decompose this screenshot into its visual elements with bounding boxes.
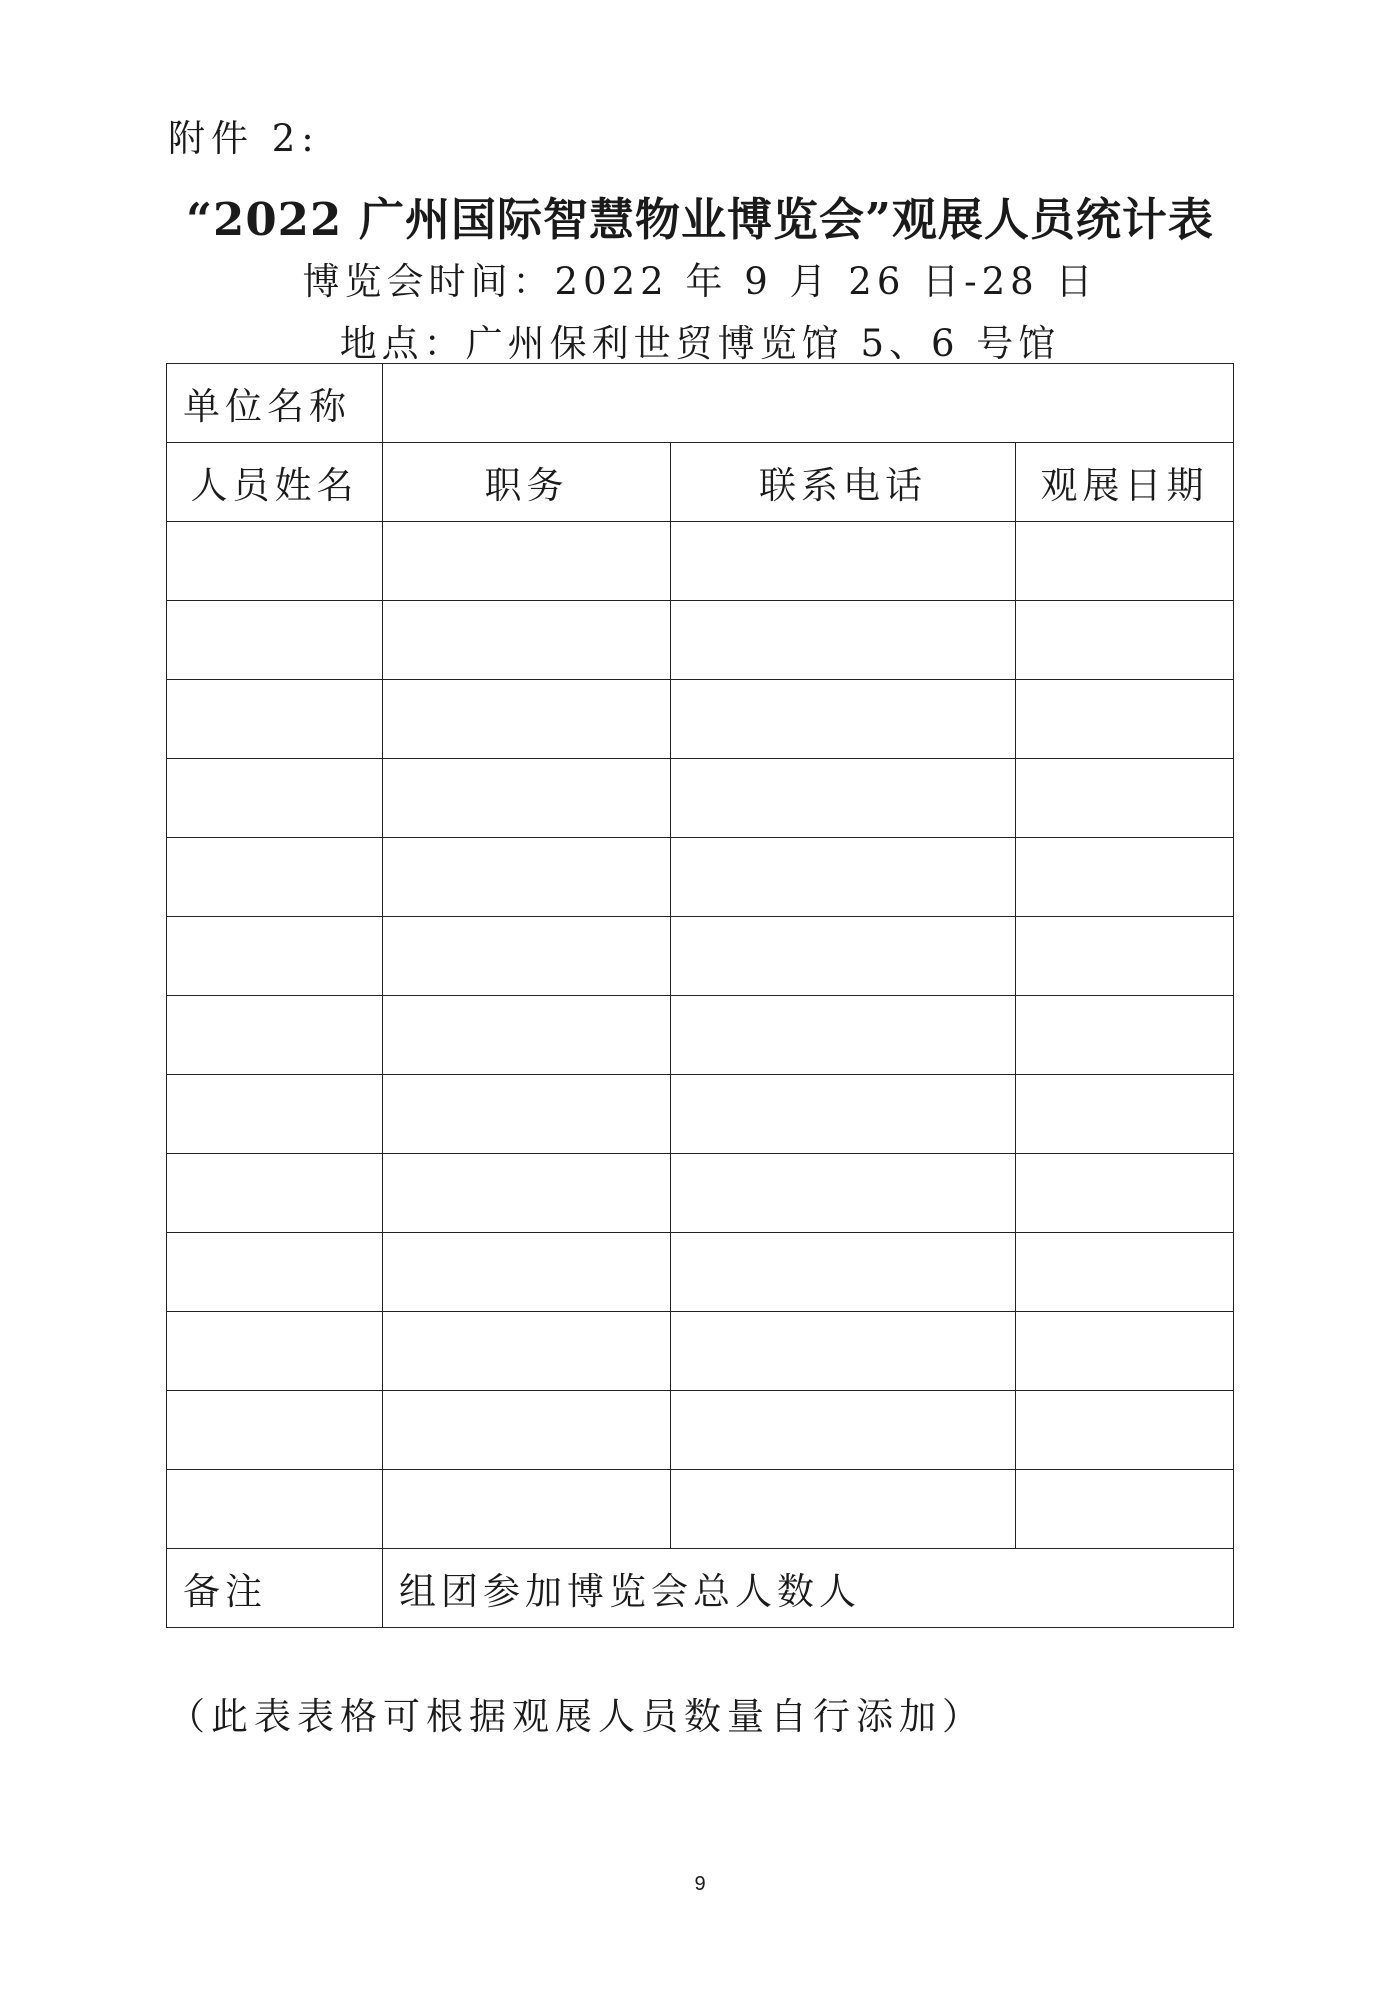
visit-date-cell[interactable] [1016, 1312, 1234, 1391]
attendee-row [167, 996, 1234, 1075]
visit-date-cell[interactable] [1016, 1470, 1234, 1549]
name-cell[interactable] [167, 680, 383, 759]
phone-cell[interactable] [671, 1154, 1016, 1233]
position-cell[interactable] [383, 838, 671, 917]
unit-name-field[interactable] [383, 364, 1234, 443]
position-cell[interactable] [383, 680, 671, 759]
attendee-row [167, 601, 1234, 680]
name-cell[interactable] [167, 996, 383, 1075]
phone-cell[interactable] [671, 1233, 1016, 1312]
phone-cell[interactable] [671, 601, 1016, 680]
remarks-row [167, 1549, 1234, 1628]
name-cell[interactable] [167, 759, 383, 838]
position-cell[interactable] [383, 601, 671, 680]
attendee-row [167, 1154, 1234, 1233]
visit-date-cell[interactable] [1016, 1154, 1234, 1233]
phone-cell[interactable] [671, 917, 1016, 996]
phone-cell[interactable] [671, 759, 1016, 838]
phone-cell[interactable] [671, 522, 1016, 601]
header-row [167, 443, 1234, 522]
expo-time: 博览会时间：2022 年 9 月 26 日-28 日 [302, 260, 1098, 303]
attendee-row [167, 1233, 1234, 1312]
position-cell[interactable] [383, 759, 671, 838]
page-number: 9 [694, 1873, 706, 1895]
attendee-statistics-table [166, 363, 1234, 1628]
name-cell[interactable] [167, 1470, 383, 1549]
attendee-row [167, 759, 1234, 838]
name-cell[interactable] [167, 917, 383, 996]
document-title: “2022 广州国际智慧物业博览会”观展人员统计表 [186, 193, 1214, 246]
visit-date-cell[interactable] [1016, 1075, 1234, 1154]
unit-name-label: 单位名称 [167, 364, 383, 443]
name-cell[interactable] [167, 1154, 383, 1233]
header-visit-date: 观展日期 [1016, 443, 1234, 522]
name-cell[interactable] [167, 522, 383, 601]
attendee-row [167, 522, 1234, 601]
name-cell[interactable] [167, 1075, 383, 1154]
remarks-field[interactable]: 组团参加博览会总人数人 [383, 1549, 1234, 1628]
position-cell[interactable] [383, 1470, 671, 1549]
visit-date-cell[interactable] [1016, 1391, 1234, 1470]
name-cell[interactable] [167, 1312, 383, 1391]
position-cell[interactable] [383, 1233, 671, 1312]
visit-date-cell[interactable] [1016, 759, 1234, 838]
remarks-label: 备注 [167, 1549, 383, 1628]
phone-cell[interactable] [671, 838, 1016, 917]
visit-date-cell[interactable] [1016, 1233, 1234, 1312]
name-cell[interactable] [167, 601, 383, 680]
position-cell[interactable] [383, 1312, 671, 1391]
venue: 地点：广州保利世贸博览馆 5、6 号馆 [339, 322, 1061, 365]
phone-cell[interactable] [671, 680, 1016, 759]
footnote: （此表表格可根据观展人员数量自行添加） [168, 1695, 985, 1738]
header-name: 人员姓名 [167, 443, 383, 522]
visit-date-cell[interactable] [1016, 680, 1234, 759]
name-cell[interactable] [167, 1391, 383, 1470]
position-cell[interactable] [383, 1075, 671, 1154]
attendee-row [167, 1391, 1234, 1470]
position-cell[interactable] [383, 917, 671, 996]
phone-cell[interactable] [671, 1470, 1016, 1549]
visit-date-cell[interactable] [1016, 996, 1234, 1075]
visit-date-cell[interactable] [1016, 601, 1234, 680]
name-cell[interactable] [167, 1233, 383, 1312]
attendee-row [167, 917, 1234, 996]
header-phone: 联系电话 [671, 443, 1016, 522]
position-cell[interactable] [383, 996, 671, 1075]
position-cell[interactable] [383, 522, 671, 601]
position-cell[interactable] [383, 1154, 671, 1233]
header-position: 职务 [383, 443, 671, 522]
unit-name-row [167, 364, 1234, 443]
phone-cell[interactable] [671, 1075, 1016, 1154]
visit-date-cell[interactable] [1016, 838, 1234, 917]
attendee-row [167, 1470, 1234, 1549]
attendee-row [167, 1312, 1234, 1391]
attendee-row [167, 838, 1234, 917]
visit-date-cell[interactable] [1016, 917, 1234, 996]
name-cell[interactable] [167, 838, 383, 917]
phone-cell[interactable] [671, 996, 1016, 1075]
position-cell[interactable] [383, 1391, 671, 1470]
attendee-row [167, 680, 1234, 759]
phone-cell[interactable] [671, 1391, 1016, 1470]
attachment-label: 附件 2: [168, 117, 320, 160]
phone-cell[interactable] [671, 1312, 1016, 1391]
visit-date-cell[interactable] [1016, 522, 1234, 601]
attendee-row [167, 1075, 1234, 1154]
